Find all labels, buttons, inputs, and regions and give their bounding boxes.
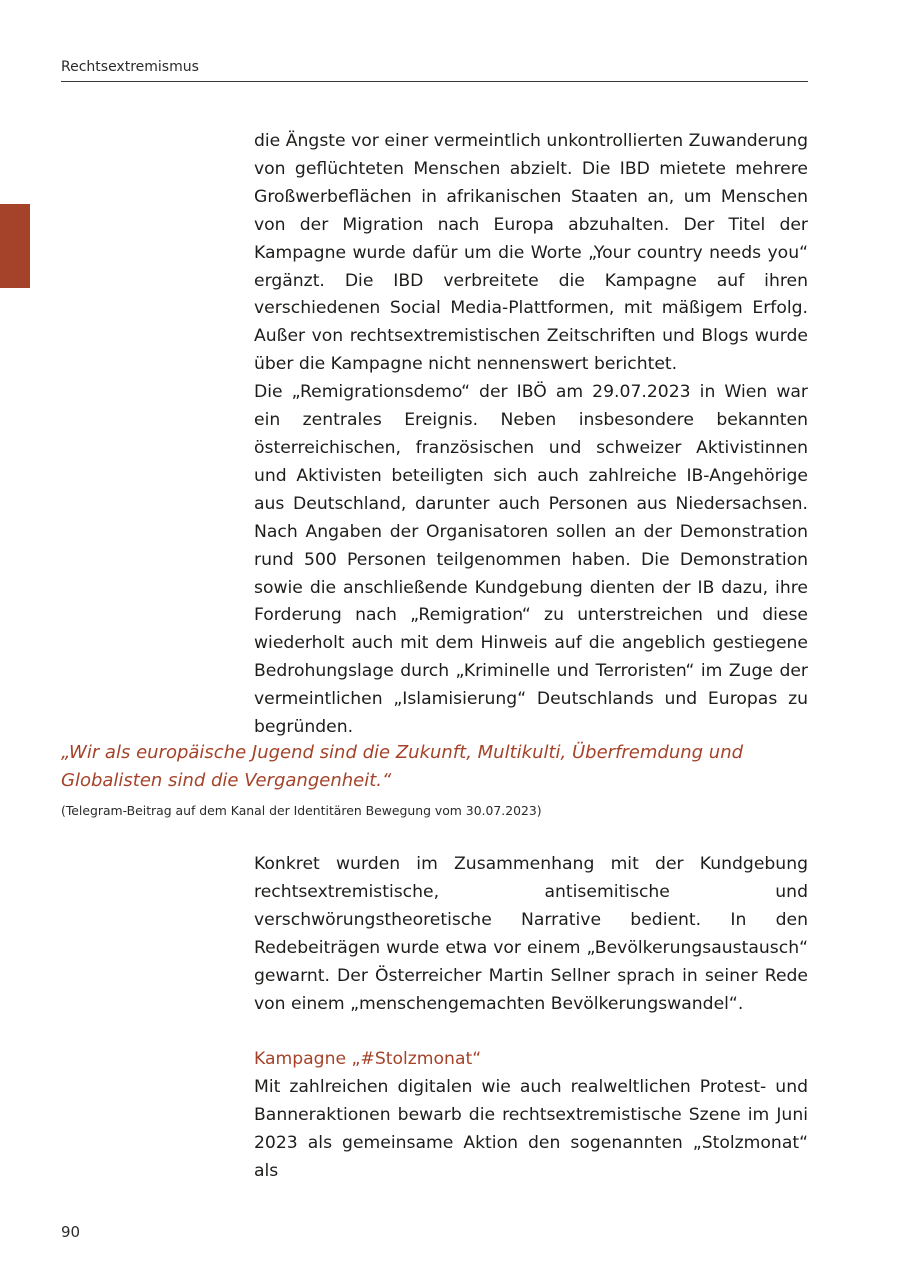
section-subheading: Kampagne „#Stolzmonat“ xyxy=(254,1049,482,1069)
pull-quote: „Wir als europäische Jugend sind die Zukunft, Multikulti, Überfremdung und Globalisten sind die Vergangenheit.“ xyxy=(61,742,744,791)
body-text-block-2 xyxy=(254,851,808,1018)
running-header xyxy=(61,57,808,82)
paragraph-remigrationsdemo: Die „Remigrationsdemo“ der IBÖ am 29.07.2023 in Wien war ein zentrales Ereignis. Neben insbesondere bekannten österreichischen, französischen und schweizer Aktivistinnen und Aktivisten beteiligten sich auch zahlreiche IB-Angehörige aus Deutschland, darunter auch Personen aus Niedersachsen. Nach Angaben der Organisatoren sollen an der Demonstration rund 500 Personen teilgenommen haben. Die Demonstration sowie die anschließende Kundgebung dienten der IB dazu, ihre Forderung nach „Remigration“ zu unterstreichen und diese wiederholt auch mit dem Hinweis auf die angeblich gestiegene Bedrohungslage durch „Kriminelle und Terroristen“ im Zuge der vermeintlichen „Islamisierung“ Deutschlands und Europas zu begründen. xyxy=(254,382,808,738)
body-text-block-3 xyxy=(254,1046,808,1186)
paragraph-stolzmonat: Mit zahlreichen digitalen wie auch realweltlichen Protest- und Banneraktionen bewarb die rechtsextremistische Szene im Juni 2023 als gemeinsame Aktion den sogenannten „Stolzmonat“ als xyxy=(254,1076,808,1181)
pull-quote-source: (Telegram-Beitrag auf dem Kanal der Identitären Bewegung vom 30.07.2023) xyxy=(61,803,542,818)
section-marker-tab xyxy=(0,204,30,288)
running-header-title: Rechtsextremismus xyxy=(61,59,199,75)
body-text-block-1 xyxy=(254,128,808,742)
page-number: 90 xyxy=(61,1223,81,1241)
paragraph-narratives: Konkret wurden im Zusammenhang mit der Kundgebung rechtsextremistische, antisemitische und verschwörungstheoretische Narrative bedient. In den Redebeiträgen wurde etwa vor einem „Bevölkerungsaustausch“ gewarnt. Der Österreicher Martin Sellner sprach in seiner Rede von einem „menschengemachten Bevölkerungswandel“. xyxy=(254,854,808,1014)
paragraph-ibd-campaign: die Ängste vor einer vermeintlich unkontrollierten Zuwanderung von geflüchteten Menschen abzielt. Die IBD mietete mehrere Großwerbeflächen in afrikanischen Staaten an, um Menschen von der Migration nach Europa abzuhalten. Der Titel der Kampagne wurde dafür um die Worte „Your country needs you“ ergänzt. Die IBD verbreitete die Kampagne auf ihren verschiedenen Social Media-Plattformen, mit mäßigem Erfolg. Außer von rechtsextremistischen Zeitschriften und Blogs wurde über die Kampagne nicht nennenswert berichtet. xyxy=(254,131,808,375)
